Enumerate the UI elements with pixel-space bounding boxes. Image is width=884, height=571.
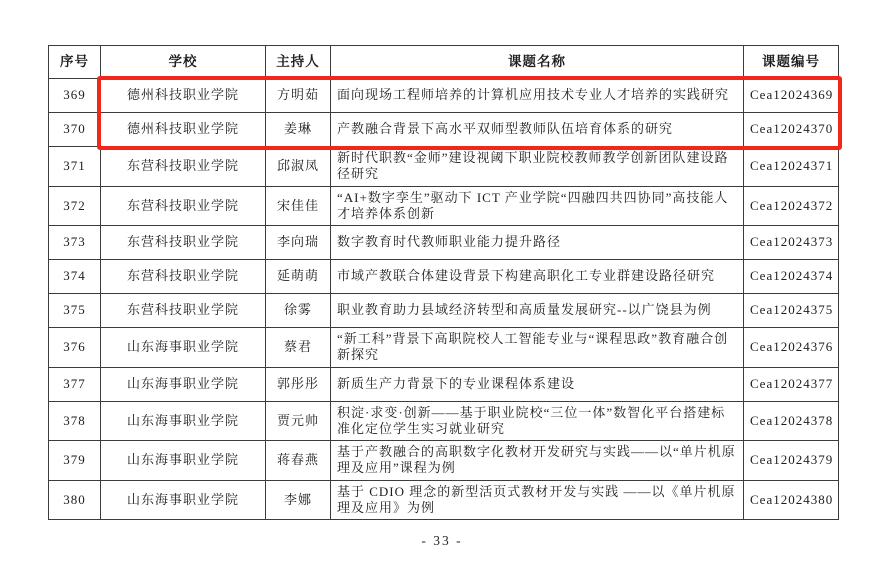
cell-project-code: Cea12024375 bbox=[744, 294, 839, 328]
cell-project-title: 产教融合背景下高水平双师型教师队伍培育体系的研究 bbox=[331, 113, 744, 147]
cell-project-title: “AI+数字孪生”驱动下 ICT 产业学院“四融四共四协同”高技能人才培养体系创新 bbox=[331, 186, 744, 226]
cell-school: 山东海事职业学院 bbox=[101, 480, 266, 520]
cell-host: 姜琳 bbox=[266, 113, 331, 147]
cell-project-title: “新工科”背景下高职院校人工智能专业与“课程思政”教育融合创新探究 bbox=[331, 328, 744, 368]
cell-host: 郭彤彤 bbox=[266, 367, 331, 401]
table-row bbox=[49, 401, 839, 441]
cell-host: 宋佳佳 bbox=[266, 186, 331, 226]
cell-school: 东营科技职业学院 bbox=[101, 294, 266, 328]
table-row bbox=[49, 328, 839, 368]
table-row bbox=[49, 294, 839, 328]
table-row bbox=[49, 480, 839, 520]
cell-school: 德州科技职业学院 bbox=[101, 113, 266, 147]
cell-serial-number: 373 bbox=[49, 226, 101, 260]
cell-serial-number: 379 bbox=[49, 441, 101, 481]
cell-serial-number: 376 bbox=[49, 328, 101, 368]
cell-serial-number: 371 bbox=[49, 147, 101, 187]
cell-project-title: 基于 CDIO 理念的新型活页式教材开发与实践 ——以《单片机原理及应用》为例 bbox=[331, 480, 744, 520]
cell-school: 德州科技职业学院 bbox=[101, 79, 266, 113]
cell-project-code: Cea12024372 bbox=[744, 186, 839, 226]
table-header-row bbox=[49, 46, 839, 79]
cell-serial-number: 370 bbox=[49, 113, 101, 147]
table-row bbox=[49, 147, 839, 187]
cell-school: 东营科技职业学院 bbox=[101, 186, 266, 226]
cell-project-title: 数字教育时代教师职业能力提升路径 bbox=[331, 226, 744, 260]
cell-project-code: Cea12024378 bbox=[744, 401, 839, 441]
cell-project-code: Cea12024369 bbox=[744, 79, 839, 113]
cell-project-code: Cea12024370 bbox=[744, 113, 839, 147]
cell-project-code: Cea12024380 bbox=[744, 480, 839, 520]
cell-host: 邱淑凤 bbox=[266, 147, 331, 187]
column-header-project-title: 课题名称 bbox=[331, 46, 744, 79]
cell-school: 东营科技职业学院 bbox=[101, 226, 266, 260]
cell-project-code: Cea12024379 bbox=[744, 441, 839, 481]
cell-school: 东营科技职业学院 bbox=[101, 260, 266, 294]
table-row bbox=[49, 441, 839, 481]
cell-project-title: 新质生产力背景下的专业课程体系建设 bbox=[331, 367, 744, 401]
cell-project-title: 新时代职教“金师”建设视阈下职业院校教师教学创新团队建设路径研究 bbox=[331, 147, 744, 187]
cell-project-title: 市域产教联合体建设背景下构建高职化工专业群建设路径研究 bbox=[331, 260, 744, 294]
cell-serial-number: 374 bbox=[49, 260, 101, 294]
project-approval-table bbox=[48, 45, 839, 520]
column-header-serial-number: 序号 bbox=[49, 46, 101, 79]
cell-serial-number: 375 bbox=[49, 294, 101, 328]
cell-school: 山东海事职业学院 bbox=[101, 328, 266, 368]
cell-project-code: Cea12024374 bbox=[744, 260, 839, 294]
table-row bbox=[49, 79, 839, 113]
cell-school: 山东海事职业学院 bbox=[101, 401, 266, 441]
table-row bbox=[49, 260, 839, 294]
cell-serial-number: 377 bbox=[49, 367, 101, 401]
cell-school: 山东海事职业学院 bbox=[101, 441, 266, 481]
cell-host: 方明茹 bbox=[266, 79, 331, 113]
table-row bbox=[49, 367, 839, 401]
cell-project-title: 基于产教融合的高职数字化教材开发研究与实践——以“单片机原理及应用”课程为例 bbox=[331, 441, 744, 481]
cell-host: 李娜 bbox=[266, 480, 331, 520]
cell-project-title: 职业教育助力县域经济转型和高质量发展研究--以广饶县为例 bbox=[331, 294, 744, 328]
cell-project-title: 积淀·求变·创新——基于职业院校“三位一体”数智化平台搭建标准化定位学生实习就业研究 bbox=[331, 401, 744, 441]
cell-school: 山东海事职业学院 bbox=[101, 367, 266, 401]
cell-host: 蔡君 bbox=[266, 328, 331, 368]
cell-host: 徐雾 bbox=[266, 294, 331, 328]
cell-project-code: Cea12024371 bbox=[744, 147, 839, 187]
cell-serial-number: 369 bbox=[49, 79, 101, 113]
cell-serial-number: 372 bbox=[49, 186, 101, 226]
cell-serial-number: 378 bbox=[49, 401, 101, 441]
table-row bbox=[49, 113, 839, 147]
cell-project-title: 面向现场工程师培养的计算机应用技术专业人才培养的实践研究 bbox=[331, 79, 744, 113]
cell-serial-number: 380 bbox=[49, 480, 101, 520]
cell-host: 贾元帅 bbox=[266, 401, 331, 441]
cell-host: 李向瑞 bbox=[266, 226, 331, 260]
column-header-host: 主持人 bbox=[266, 46, 331, 79]
cell-host: 蒋春燕 bbox=[266, 441, 331, 481]
cell-project-code: Cea12024373 bbox=[744, 226, 839, 260]
cell-project-code: Cea12024377 bbox=[744, 367, 839, 401]
cell-host: 延萌萌 bbox=[266, 260, 331, 294]
table-row bbox=[49, 186, 839, 226]
cell-school: 东营科技职业学院 bbox=[101, 147, 266, 187]
cell-project-code: Cea12024376 bbox=[744, 328, 839, 368]
footer-page-number: - 33 - bbox=[421, 533, 463, 548]
column-header-project-code: 课题编号 bbox=[744, 46, 839, 79]
column-header-school: 学校 bbox=[101, 46, 266, 79]
table-row bbox=[49, 226, 839, 260]
